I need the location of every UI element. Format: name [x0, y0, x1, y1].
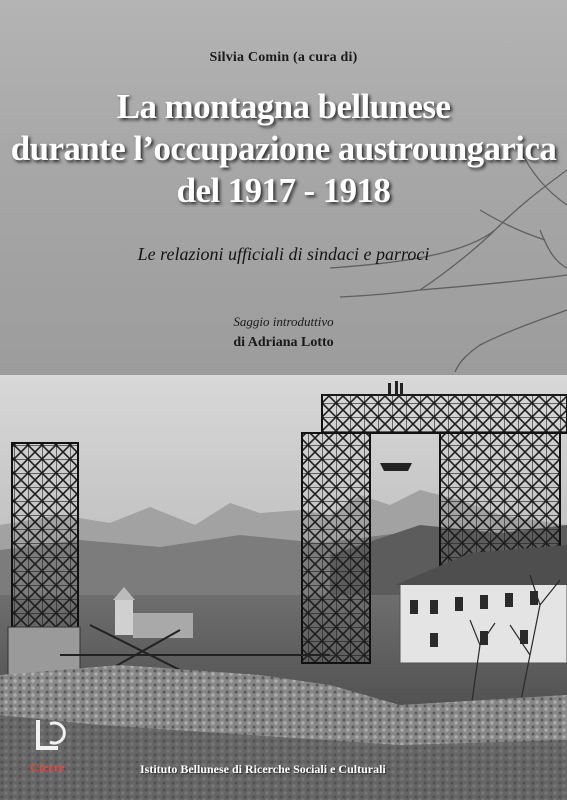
title-line: del 1917 - 1918	[176, 171, 391, 210]
book-subtitle: Le relazioni ufficiali di sindaci e parroci	[137, 244, 430, 264]
essay-author: di Adriana Lotto	[233, 335, 334, 350]
cover-top-panel	[0, 0, 567, 375]
publisher-name: Istituto Bellunese di Ricerche Sociali e Culturali	[140, 762, 386, 776]
title-line: durante l’occupazione austroungarica	[10, 129, 557, 168]
title-line: La montagna bellunese	[116, 87, 451, 126]
essay-label: Saggio introduttivo	[233, 314, 334, 329]
book-title	[0, 86, 567, 212]
publisher-logo-text: Cierre	[30, 760, 65, 774]
book-author: Silvia Comin (a cura di)	[209, 50, 358, 65]
